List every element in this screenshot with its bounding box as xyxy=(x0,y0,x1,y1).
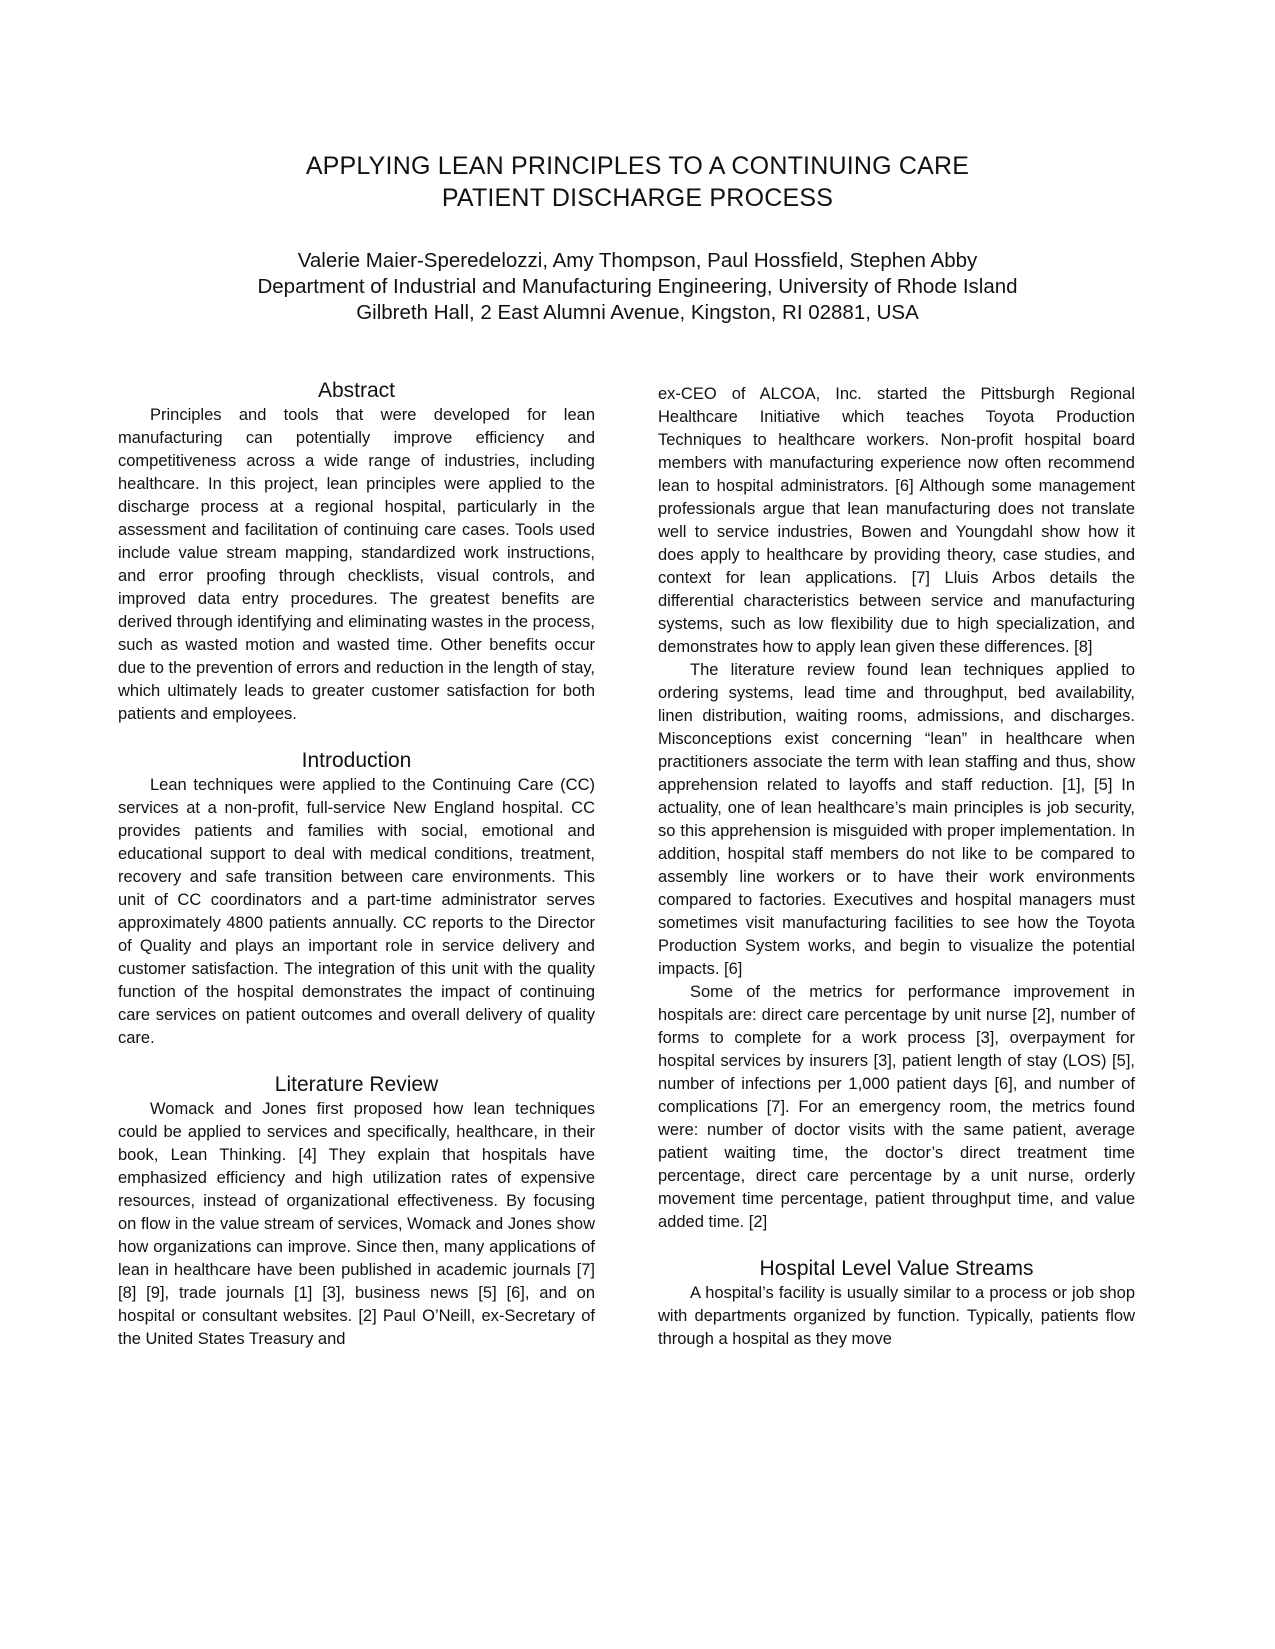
literature-review-heading: Literature Review xyxy=(274,1073,439,1096)
hospital-value-streams-heading: Hospital Level Value Streams xyxy=(759,1257,1034,1280)
title-line-2: PATIENT DISCHARGE PROCESS xyxy=(441,184,834,212)
literature-review-paragraph-1-start: Womack and Jones first proposed how lean techniques could be applied to services and specifically, healthcare, in their book, Lean Thinking. [4] They explain that hospitals have emphasized efficiency and high utilization rates of expensive resources, instead of organizational effectiveness. By focusing on flow in the value stream of services, Womack and Jones show how organizations can improve. Since then, many applications of lean in healthcare have been published in academic journals [7] [8] [9], trade journals [1] [3], business news [5] [6], and on hospital or consultant websites. [2] Paul O’Neill, ex-Secretary of the United States Treasury and xyxy=(118,1100,595,1348)
abstract-heading: Abstract xyxy=(317,379,396,402)
author-affiliation: Department of Industrial and Manufacturing Engineering, University of Rhode Island xyxy=(257,275,1018,298)
introduction-text: Lean techniques were applied to the Continuing Care (CC) services at a non-profit, full-service New England hospital. CC provides patients and families with social, emotional and educational support to deal with medical conditions, treatment, recovery and safe transition between care environments. This unit of CC coordinators and a part-time administrator serves approximately 4800 patients annually. CC reports to the Director of Quality and plays an important role in service delivery and customer satisfaction. The integration of this unit with the quality function of the hospital demonstrates the impact of continuing care services on patient outcomes and overall delivery of quality care. xyxy=(118,776,595,1047)
title-line-1: APPLYING LEAN PRINCIPLES TO A CONTINUING CARE xyxy=(305,152,970,180)
author-block xyxy=(0,248,1275,326)
hospital-value-streams-text: A hospital’s facility is usually similar to a process or job shop with departments organized by function. Typically, patients flow through a hospital as they move xyxy=(658,1284,1135,1348)
literature-review-paragraph-1-end: ex-CEO of ALCOA, Inc. started the Pittsburgh Regional Healthcare Initiative which teaches Toyota Production Techniques to healthcare workers. Non-profit hospital board members with manufacturing experience now often recommend lean to hospital administrators. [6] Although some management professionals argue that lean manufacturing does not translate well to service industries, Bowen and Youngdahl show how it does apply to healthcare by providing theory, case studies, and context for lean applications. [7] Lluis Arbos details the differential characteristics between service and manufacturing systems, such as low flexibility due to high specialization, and demonstrates how to apply lean given these differences. [8] xyxy=(658,385,1135,656)
literature-review-paragraph-3: Some of the metrics for performance improvement in hospitals are: direct care percentage by unit nurse [2], number of forms to complete for a work process [3], overpayment for hospital services by insurers [3], patient length of stay (LOS) [5], number of infections per 1,000 patient days [6], and number of complications [7]. For an emergency room, the metrics found were: number of doctor visits with the same patient, average patient waiting time, the doctor’s direct treatment time percentage, direct care percentage by a unit nurse, orderly movement time percentage, patient throughput time, and value added time. [2] xyxy=(658,983,1135,1231)
left-column xyxy=(118,378,595,1351)
abstract-text: Principles and tools that were developed for lean manufacturing can potentially improve efficiency and competitiveness across a wide range of industries, including healthcare. In this project, lean principles were applied to the discharge process at a regional hospital, particularly in the assessment and facilitation of continuing care cases. Tools used include value stream mapping, standardized work instructions, and error proofing through checklists, visual controls, and improved data entry procedures. The greatest benefits are derived through identifying and eliminating wastes in the process, such as wasted motion and wasted time. Other benefits occur due to the prevention of errors and reduction in the length of stay, which ultimately leads to greater customer satisfaction for both patients and employees. xyxy=(118,406,595,723)
literature-review-paragraph-2: The literature review found lean techniques applied to ordering systems, lead time and throughput, bed availability, linen distribution, waiting rooms, admissions, and discharges. Misconceptions exist concerning “lean” in healthcare when practitioners associate the term with lean staffing and thus, show apprehension related to layoffs and staff reduction. [1], [5] In actuality, one of lean healthcare’s main principles is job security, so this apprehension is misguided with proper implementation. In addition, hospital staff members do not like to be compared to assembly line workers or to have their work environments compared to factories. Executives and hospital managers must sometimes visit manufacturing facilities to see how the Toyota Production System works, and begin to visualize the potential impacts. [6] xyxy=(658,661,1135,978)
right-column xyxy=(658,383,1135,1351)
paper-title xyxy=(0,150,1275,214)
author-address: Gilbreth Hall, 2 East Alumni Avenue, Kingston, RI 02881, USA xyxy=(356,301,919,324)
introduction-heading: Introduction xyxy=(301,749,412,772)
author-names: Valerie Maier-Speredelozzi, Amy Thompson, Paul Hossfield, Stephen Abby xyxy=(297,249,978,272)
